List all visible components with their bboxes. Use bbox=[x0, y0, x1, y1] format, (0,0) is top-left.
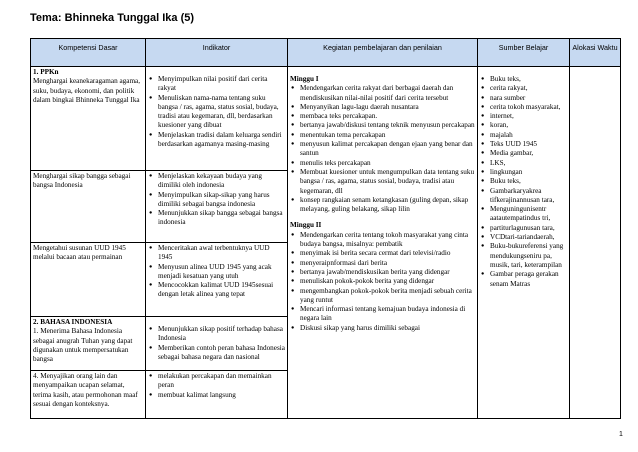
indikator-cell bbox=[146, 67, 288, 171]
indikator-cell bbox=[146, 171, 288, 243]
kd-heading: 1. PPKn bbox=[33, 68, 59, 76]
header-indikator: Indikator bbox=[146, 39, 288, 67]
kd-cell bbox=[31, 371, 146, 419]
list-item: ● Menceritakan awal terbentuknya UUD 1945 bbox=[157, 244, 285, 263]
kd-text: 4. Menyajikan orang lain dan menyampaikan ucapan selamat, terima kasih, atau permohonan maaf sesuai dengan konteksnya. bbox=[33, 372, 138, 408]
list-item: ● nara sumber bbox=[489, 94, 567, 103]
list-item: ● melakukan percakapan dan memainkan peran bbox=[157, 372, 285, 391]
kd-cell bbox=[31, 243, 146, 317]
list-item: ● konsep rangkaian senam ketangkasan (guling depan, sikap melayang, guling belakang, sikap lilin bbox=[299, 196, 475, 215]
list-item: ● Menyimpulkan nilai positif dari cerita rakyat bbox=[157, 75, 285, 94]
header-kompetensi-dasar: Kompetensi Dasar bbox=[31, 39, 146, 67]
list-item: ● Menyimpulkan sikap-sikap yang harus dimiliki sebagai bangsa indonesia bbox=[157, 191, 285, 210]
list-item: ● cerita rakyat, bbox=[489, 84, 567, 93]
table-row bbox=[31, 67, 621, 171]
list-item: ● Menguningunisentr aatautempatindus tri, bbox=[489, 205, 567, 224]
list-item: ● menyimak isi berita secara cermat dari televisi/radio bbox=[299, 249, 475, 258]
list-item: ● LKS, bbox=[489, 159, 567, 168]
list-item: ● menyusun kalimat percakapan dengan ejaan yang benar dan santun bbox=[299, 140, 475, 159]
list-item: ● Menuliskan nama-nama tentang suku bangsa / ras, agama, status sosial, budaya, tradisi atau kegemaran, dll, berdasarkan kuesioner yang dibuat bbox=[157, 94, 285, 131]
list-item: ● cerita tokoh masyarakat, bbox=[489, 103, 567, 112]
list-item: ● Gambar peraga gerakan senam Matras bbox=[489, 270, 567, 289]
header-alokasi-waktu: Alokasi Waktu bbox=[570, 39, 621, 67]
list-item: ● Mendengarkan cerita rakyat dari berbagai daerah dan mendiskusikan nilai-nilai positif dari cerita tersebut bbox=[299, 84, 475, 103]
list-item: ● Menyusun alinea UUD 1945 yang acak menjadi kesatuan yang utuh bbox=[157, 263, 285, 282]
list-item: ● lingkungan bbox=[489, 168, 567, 177]
list-item: ● menentukan tema percakapan bbox=[299, 131, 475, 140]
kd-heading: 2. BAHASA INDONESIA bbox=[33, 318, 113, 326]
header-sumber-belajar: Sumber Belajar bbox=[478, 39, 570, 67]
kd-text: Mengetahui susunan UUD 1945 melalui bacaan atau permainan bbox=[33, 244, 126, 262]
kd-cell bbox=[31, 317, 146, 371]
indikator-cell bbox=[146, 371, 288, 419]
list-item: ● Menjelaskan tradisi dalam keluarga sendiri berdasarkan agamanya masing-masing bbox=[157, 131, 285, 150]
list-item: ● Diskusi sikap yang harus dimiliki sebagai bbox=[299, 324, 475, 333]
list-item: ● Mencocokkan kalimat UUD 1945sesuai dengan letak alinea yang tepat bbox=[157, 281, 285, 300]
list-item: ● Menjelaskan kekayaan budaya yang dimiliki oleh indonesia bbox=[157, 172, 285, 191]
list-item: ● VCDtari-tariandaerah, bbox=[489, 233, 567, 242]
list-item: ● Mencari informasi tentang kemajuan budaya indonesia di negara lain bbox=[299, 305, 475, 324]
kd-text: 1. Menerima Bahasa Indonesia sebagai anugrah Tuhan yang dapat digunakan untuk mempersatukan bangsa bbox=[33, 327, 133, 364]
list-item: ● majalah bbox=[489, 131, 567, 140]
kd-text: Menghargai sikap bangga sebagai bangsa Indonesia bbox=[33, 172, 131, 190]
kd-text: Menghargai keanekaragaman agama, suku, budaya, ekonomi, dan politik dalam bingkai Bhinneka Tunggal Ika bbox=[33, 77, 141, 104]
sumber-cell bbox=[478, 67, 570, 419]
list-item: ● Gambarkaryakrea tifkerajinannusan tara, bbox=[489, 187, 567, 206]
indikator-cell bbox=[146, 317, 288, 371]
kegiatan-cell bbox=[288, 67, 478, 419]
lesson-plan-table bbox=[30, 38, 621, 419]
list-item: ● mengembangkan pokok-pokok berita menjadi sebuah cerita yang runtut bbox=[299, 287, 475, 306]
document-title: Tema: Bhinneka Tunggal Ika (5) bbox=[30, 12, 195, 24]
kegiatan-heading-week-2: Minggu II bbox=[290, 221, 322, 230]
list-item: ● Mendengarkan cerita tentang tokoh masyarakat yang cinta budaya bangsa, misalnya: pembatik bbox=[299, 231, 475, 250]
list-item: ● Menunjukkan sikap bangga sebagai bangsa indonesia bbox=[157, 209, 285, 228]
table-header-row bbox=[31, 39, 621, 67]
kegiatan-heading-week-1: Minggu I bbox=[290, 75, 319, 83]
list-item: ● Buku teks, bbox=[489, 75, 567, 84]
list-item: ● Membuat kuesioner untuk mengumpulkan data tentang suku bangsa / ras, agama, status sosial, budaya, tradisi atau kegemaran, dll bbox=[299, 168, 475, 196]
kd-cell bbox=[31, 67, 146, 171]
list-item: ● membaca teks percakapan. bbox=[299, 112, 475, 121]
list-item: ● menuliskan pokok-pokok berita yang didengar bbox=[299, 277, 475, 286]
list-item: ● membuat kalimat langsung bbox=[157, 391, 285, 400]
kd-cell bbox=[31, 171, 146, 243]
list-item: ● bertanya jawab/mendiskusikan berita yang didengar bbox=[299, 268, 475, 277]
list-item: ● Menunjukkan sikap positif terhadap bahasa Indonesia bbox=[157, 325, 285, 344]
list-item: ● internet, bbox=[489, 112, 567, 121]
list-item: ● Teks UUD 1945 bbox=[489, 140, 567, 149]
page-number: 1 bbox=[619, 431, 623, 438]
indikator-cell bbox=[146, 243, 288, 317]
list-item: ● partiturlagunusan tara, bbox=[489, 224, 567, 233]
list-item: ● koran, bbox=[489, 121, 567, 130]
list-item: ● Buku-bukureferensi yang mendukungseniru pa, musik, tari, keterampilan bbox=[489, 242, 567, 270]
list-item: ● Media gambar, bbox=[489, 149, 567, 158]
list-item: ● bertanya jawab/diskusi tentang teknik menyusun percakapan bbox=[299, 121, 475, 130]
list-item: ● Memberikan contoh peran bahasa Indonesia sebagai bahasa negara dan nasional bbox=[157, 344, 285, 363]
list-item: ● Menyanyikan lagu-lagu daerah nusantara bbox=[299, 103, 475, 112]
list-item: ● menulis teks percakapan bbox=[299, 159, 475, 168]
list-item: ● menyeraipnformasi dari berita bbox=[299, 259, 475, 268]
header-kegiatan: Kegiatan pembelajaran dan penilaian bbox=[288, 39, 478, 67]
alokasi-cell bbox=[570, 67, 621, 419]
list-item: ● Buku teks, bbox=[489, 177, 567, 186]
